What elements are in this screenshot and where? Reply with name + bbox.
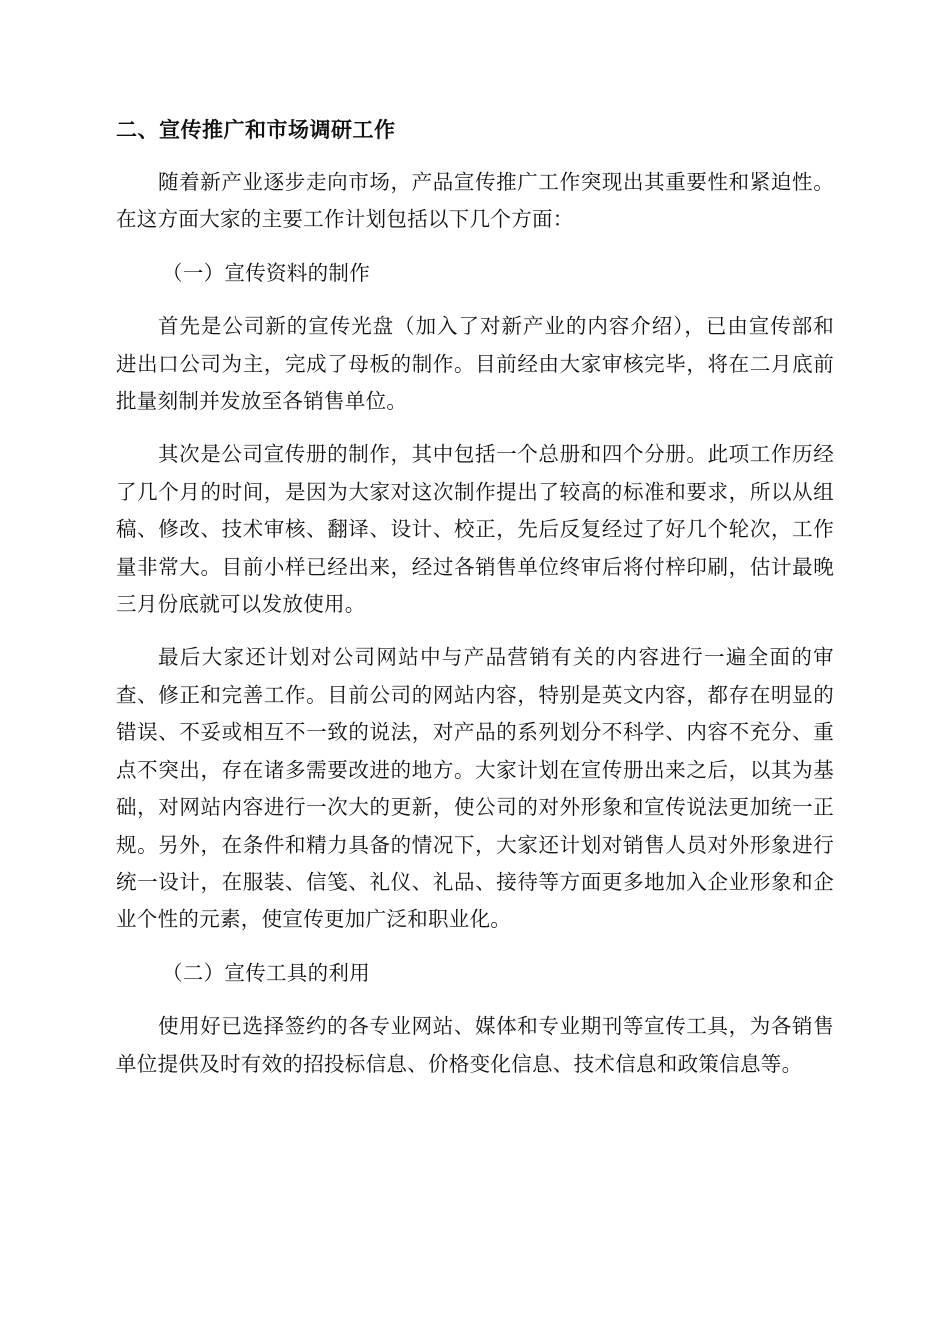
intro-paragraph: 随着新产业逐步走向市场，产品宣传推广工作突现出其重要性和紧迫性。在这方面大家的主要工作计划包括以下几个方面： [116,170,834,232]
paragraph-promo-disc: 首先是公司新的宣传光盘（加入了对新产业的内容介绍），已由宣传部和进出口公司为主，完成了母板的制作。目前经由大家审核完毕，将在二月底前批量刻制并发放至各销售单位。 [116,314,834,414]
paragraph-website: 最后大家还计划对公司网站中与产品营销有关的内容进行一遍全面的审查、修正和完善工作。目前公司的网站内容，特别是英文内容，都存在明显的错误、不妥或相互不一致的说法，对产品的系列划分不科学、内容不充分、重点不突出，存在诸多需要改进的地方。大家计划在宣传册出来之后，以其为基础，对网站内容进行一次大的更新，使公司的对外形象和宣传说法更加统一正规。另外，在条件和精力具备的情况下，大家还计划对销售人员对外形象进行统一设计，在服装、信笺、礼仪、礼品、接待等方面更多地加入企业形象和企业个性的元素，使宣传更加广泛和职业化。 [116,645,834,932]
subsection-title-materials: （一）宣传资料的制作 [162,260,370,285]
section-title: 二、宣传推广和市场调研工作 [116,118,396,142]
document-body [116,112,834,1099]
subsection-title-tools: （二）宣传工具的利用 [162,960,370,985]
paragraph-tools: 使用好已选择签约的各专业网站、媒体和专业期刊等宣传工具，为各销售单位提供及时有效的招投标信息、价格变化信息、技术信息和政策信息等。 [116,1014,834,1076]
paragraph-brochure: 其次是公司宣传册的制作，其中包括一个总册和四个分册。此项工作历经了几个月的时间，是因为大家对这次制作提出了较高的标准和要求，所以从组稿、修改、技术审核、翻译、设计、校正，先后反复经过了好几个轮次，工作量非常大。目前小样已经出来，经过各销售单位终审后将付梓印刷，估计最晚三月份底就可以发放使用。 [116,442,834,617]
